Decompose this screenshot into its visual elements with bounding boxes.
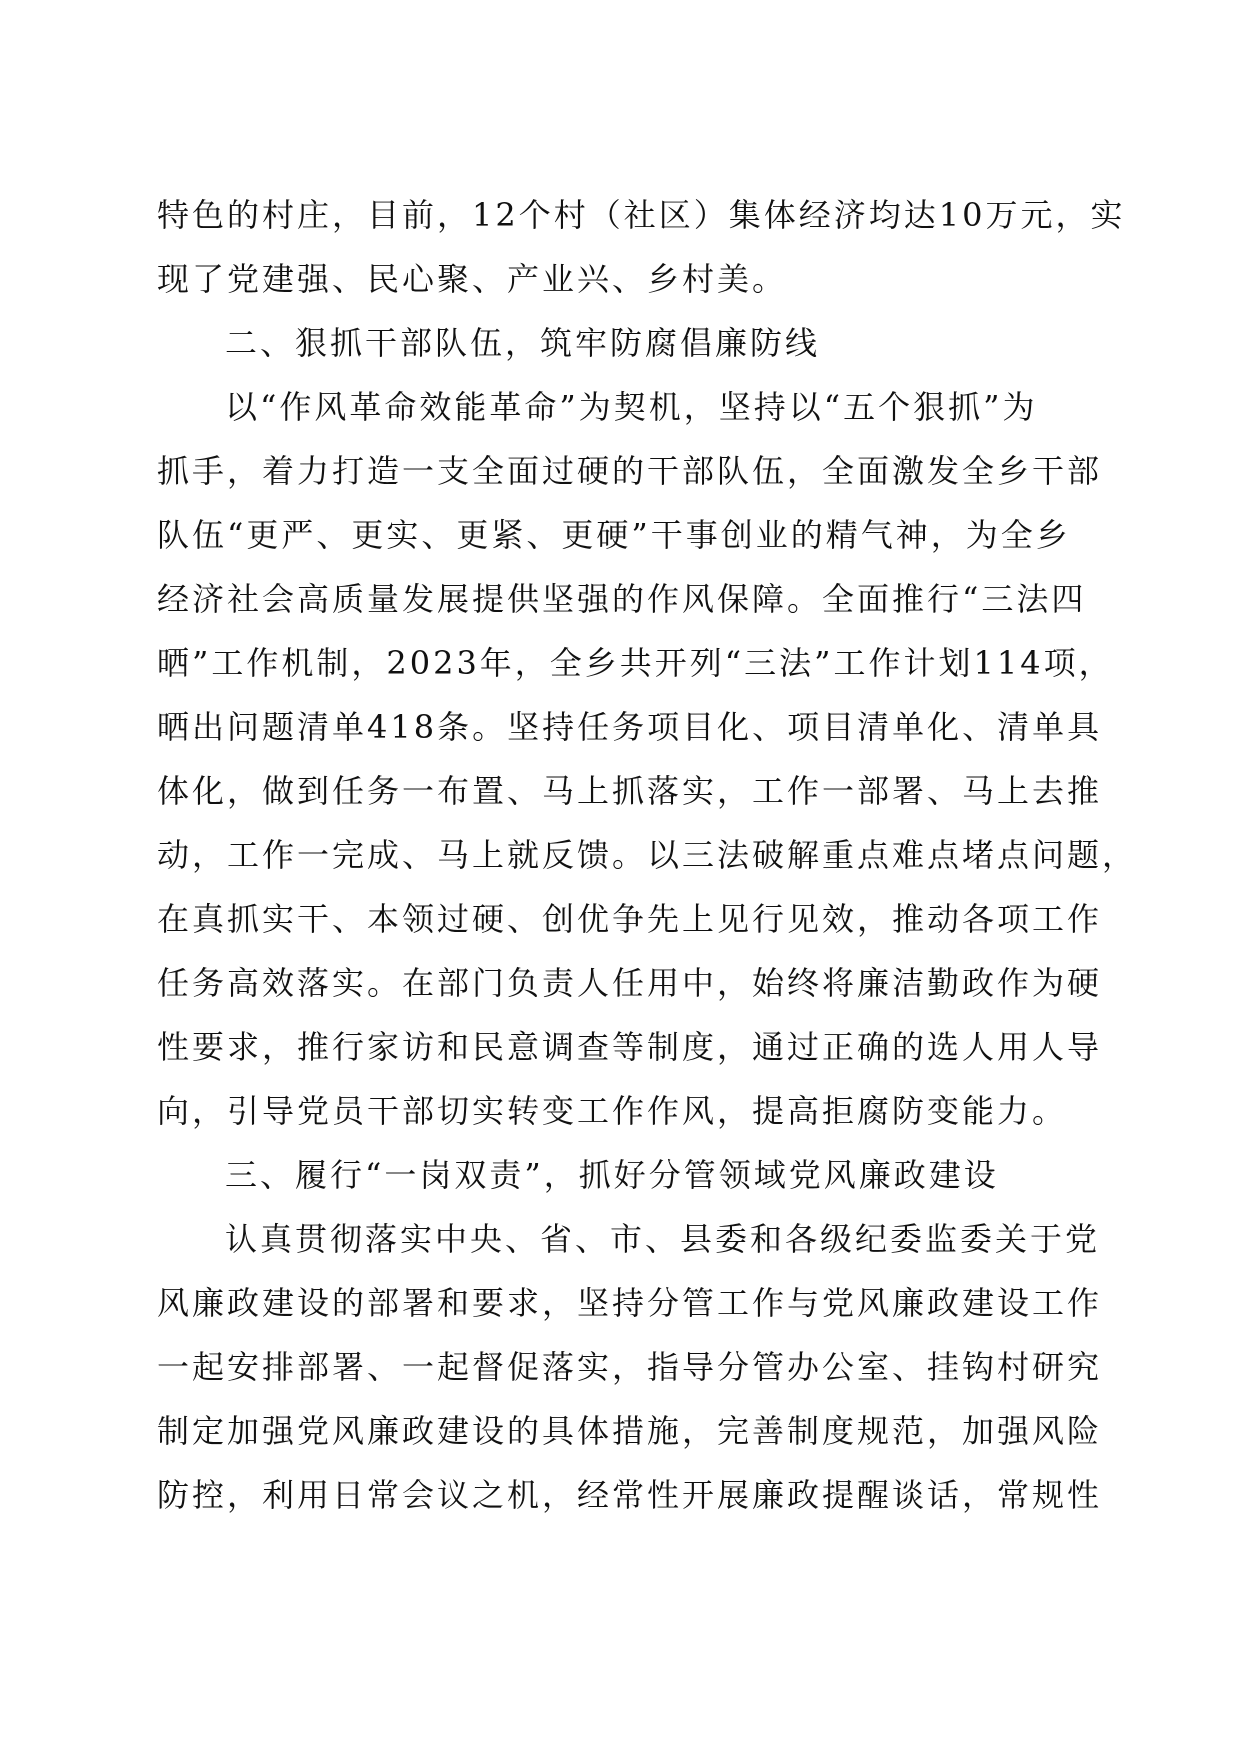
paragraph-line: 以“作风革命效能革命”为契机，坚持以“五个狠抓”为: [225, 388, 1038, 426]
paragraph-line: 体化，做到任务一布置、马上抓落实，工作一部署、马上去推: [157, 772, 1103, 810]
paragraph-line: 认真贯彻落实中央、省、市、县委和各级纪委监委关于党: [225, 1220, 1101, 1258]
paragraph-line: 制定加强党风廉政建设的具体措施，完善制度规范，加强风险: [157, 1412, 1103, 1450]
section-heading-3: 三、履行“一岗双责”，抓好分管领域党风廉政建设: [225, 1156, 999, 1194]
paragraph-line: 特色的村庄，目前，12个村（社区）集体经济均达10万元，实: [157, 196, 1126, 234]
paragraph-line: 晒”工作机制，2023年，全乡共开列“三法”工作计划114项，: [157, 644, 1114, 682]
paragraph-line: 队伍“更严、更实、更紧、更硬”干事创业的精气神，为全乡: [157, 516, 1071, 554]
paragraph-line: 晒出问题清单418条。坚持任务项目化、项目清单化、清单具: [157, 708, 1103, 746]
paragraph-line: 防控，利用日常会议之机，经常性开展廉政提醒谈话，常规性: [157, 1476, 1103, 1514]
paragraph-line: 经济社会高质量发展提供坚强的作风保障。全面推行“三法四: [157, 580, 1087, 618]
paragraph-line: 现了党建强、民心聚、产业兴、乡村美。: [157, 260, 788, 298]
paragraph-line: 向，引导党员干部切实转变工作作风，提高拒腐防变能力。: [157, 1092, 1068, 1130]
paragraph-line: 抓手，着力打造一支全面过硬的干部队伍，全面激发全乡干部: [157, 452, 1103, 490]
paragraph-line: 动，工作一完成、马上就反馈。以三法破解重点难点堵点问题，: [157, 836, 1138, 874]
paragraph-line: 任务高效落实。在部门负责人任用中，始终将廉洁勤政作为硬: [157, 964, 1103, 1002]
paragraph-line: 风廉政建设的部署和要求，坚持分管工作与党风廉政建设工作: [157, 1284, 1103, 1322]
document-body: [157, 183, 1138, 1527]
paragraph-line: 在真抓实干、本领过硬、创优争先上见行见效，推动各项工作: [157, 900, 1103, 938]
paragraph-line: 性要求，推行家访和民意调查等制度，通过正确的选人用人导: [157, 1028, 1103, 1066]
paragraph-line: 一起安排部署、一起督促落实，指导分管办公室、挂钩村研究: [157, 1348, 1103, 1386]
section-heading-2: 二、狠抓干部队伍，筑牢防腐倡廉防线: [225, 324, 821, 362]
